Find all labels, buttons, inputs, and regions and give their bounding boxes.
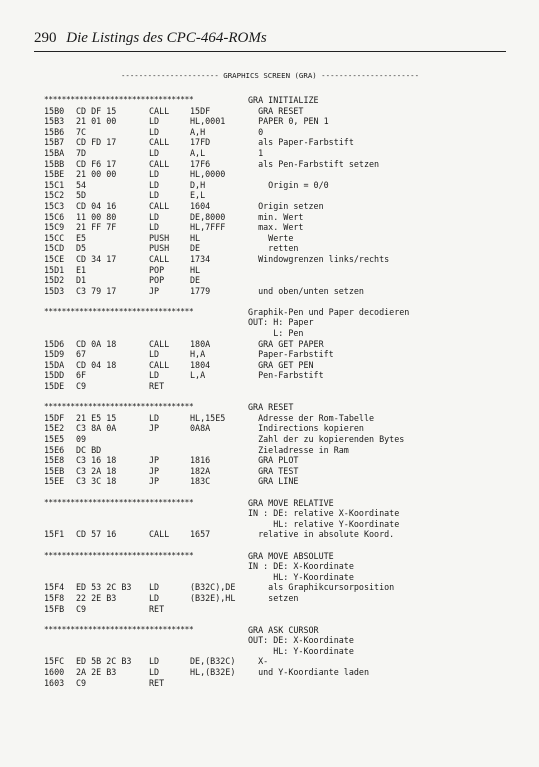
comment: max. Wert (248, 222, 304, 233)
comment: Origin = 0/0 (248, 179, 329, 190)
mnemonic: POP (149, 264, 165, 275)
opcode-bytes: C3 8A 0A (76, 423, 117, 434)
opcode-bytes: E1 (76, 264, 87, 275)
operand: 1804 (190, 359, 211, 370)
address: 15BE (44, 169, 65, 180)
opcode-bytes: CD DF 15 (76, 105, 117, 116)
comment: Pen-Farbstift (248, 370, 324, 381)
mnemonic: JP (149, 423, 160, 434)
address: 15CE (44, 253, 65, 264)
opcode-bytes: CD 04 18 (76, 359, 117, 370)
mnemonic: LD (149, 370, 160, 381)
opcode-bytes: D5 (76, 243, 87, 254)
code-line (44, 476, 514, 487)
opcode-bytes: CD 57 16 (76, 529, 117, 540)
code-line (44, 434, 514, 445)
operand: 1604 (190, 200, 211, 211)
mnemonic: LD (149, 116, 160, 127)
comment: setzen (248, 592, 299, 603)
comment-line (44, 317, 514, 328)
comment: 1 (248, 147, 264, 158)
comment: GRA INITIALIZE (248, 95, 319, 105)
address: 15DF (44, 412, 65, 423)
opcode-bytes: C3 79 17 (76, 285, 117, 296)
operand: DE,(B32C) (190, 656, 236, 667)
operand: HL (190, 232, 201, 243)
code-line (44, 360, 514, 371)
comment: GRA GET PAPER (248, 338, 324, 349)
comment: Werte (248, 232, 294, 243)
comment: Indirections kopieren (248, 423, 364, 434)
operand: H,A (190, 349, 206, 360)
mnemonic: LD (149, 179, 160, 190)
address: 15DA (44, 359, 65, 370)
opcode-bytes: CD 34 17 (76, 253, 117, 264)
routine-header-row (44, 402, 514, 413)
opcode-bytes: 2A 2E B3 (76, 667, 117, 678)
comment: IN : DE: X-Koordinate (248, 561, 354, 572)
comment: und oben/unten setzen (248, 285, 364, 296)
comment-line (44, 635, 514, 646)
address: 15C6 (44, 211, 65, 222)
comment: HL: relative Y-Koordinate (248, 518, 400, 529)
comment: GRA RESET (248, 105, 304, 116)
opcode-bytes: CD F6 17 (76, 158, 117, 169)
opcode-bytes: 21 E5 15 (76, 412, 117, 423)
code-line (44, 169, 514, 180)
comment: 0 (248, 126, 264, 137)
code-line (44, 265, 514, 276)
operand: DE,8000 (190, 211, 226, 222)
opcode-bytes: C3 3C 18 (76, 476, 117, 487)
address: 1603 (44, 677, 65, 688)
mnemonic: JP (149, 285, 160, 296)
separator-stars: ********************************** (44, 624, 194, 634)
block-spacer (44, 614, 514, 625)
comment: OUT: H: Paper (248, 317, 314, 328)
code-line (44, 370, 514, 381)
comment: HL: Y-Koordinate (248, 645, 354, 656)
comment-line (44, 519, 514, 530)
address: 15D2 (44, 275, 65, 286)
opcode-bytes: 22 2E B3 (76, 592, 117, 603)
address: 15BA (44, 147, 65, 158)
code-line (44, 339, 514, 350)
code-line (44, 381, 514, 392)
comment: HL: Y-Koordinate (248, 571, 354, 582)
code-line (44, 159, 514, 170)
operand: 183C (190, 476, 211, 487)
mnemonic: LD (149, 667, 160, 678)
code-line (44, 349, 514, 360)
comment: als Graphikcursorposition (248, 582, 395, 593)
address: 15D1 (44, 264, 65, 275)
opcode-bytes: 5D (76, 190, 87, 201)
routine-header-row (44, 551, 514, 562)
address: 15F8 (44, 592, 65, 603)
separator-stars: ********************************** (44, 402, 194, 412)
routine-header-row (44, 498, 514, 509)
opcode-bytes: ED 5B 2C B3 (76, 656, 132, 667)
comment: Zahl der zu kopierenden Bytes (248, 434, 405, 444)
comment: GRA ASK CURSOR (248, 624, 319, 635)
mnemonic: LD (149, 412, 160, 423)
comment: Paper-Farbstift (248, 349, 334, 360)
separator-stars: ********************************** (44, 306, 194, 316)
mnemonic: CALL (149, 338, 170, 349)
code-line (44, 201, 514, 212)
code-line (44, 148, 514, 159)
code-line (44, 445, 514, 456)
comment: PAPER 0, PEN 1 (248, 116, 329, 127)
comment: retten (248, 243, 299, 254)
comment-line (44, 572, 514, 583)
opcode-bytes: CD 04 16 (76, 200, 117, 211)
comment: GRA TEST (248, 465, 299, 476)
mnemonic: LD (149, 592, 160, 603)
opcode-bytes: C3 2A 18 (76, 465, 117, 476)
address: 15EB (44, 465, 65, 476)
mnemonic: LD (149, 169, 160, 180)
mnemonic: RET (149, 677, 165, 688)
address: 15D6 (44, 338, 65, 349)
operand: A,L (190, 147, 206, 158)
code-line (44, 212, 514, 223)
address: 15F4 (44, 582, 65, 593)
address: 15BB (44, 158, 65, 169)
operand: 15DF (190, 105, 211, 116)
opcode-bytes: ED 53 2C B3 (76, 582, 132, 593)
block-spacer (44, 540, 514, 551)
opcode-bytes: 21 FF 7F (76, 222, 117, 233)
address: 15FC (44, 656, 65, 667)
block-spacer (44, 487, 514, 498)
address: 15C2 (44, 190, 65, 201)
operand: HL,7FFF (190, 222, 226, 233)
comment: relative in absolute Koord. (248, 529, 395, 540)
address: 15E6 (44, 444, 65, 455)
opcode-bytes: C9 (76, 381, 87, 392)
comment: IN : DE: relative X-Koordinate (248, 508, 400, 519)
comment-line (44, 561, 514, 572)
mnemonic: LD (149, 190, 160, 201)
opcode-bytes: 6F (76, 370, 87, 381)
operand: 1734 (190, 253, 211, 264)
opcode-bytes: CD FD 17 (76, 137, 117, 148)
mnemonic: POP (149, 275, 165, 286)
mnemonic: CALL (149, 359, 170, 370)
code-line (44, 455, 514, 466)
comment: und Y-Koordiante laden (248, 667, 370, 678)
code-line (44, 233, 514, 244)
page-header (34, 30, 506, 52)
page-number: 290 (34, 30, 57, 46)
mnemonic: JP (149, 455, 160, 466)
code-line (44, 254, 514, 265)
mnemonic: LD (149, 222, 160, 233)
operand: D,H (190, 179, 206, 190)
mnemonic: RET (149, 381, 165, 392)
code-line (44, 137, 514, 148)
comment: GRA GET PEN (248, 359, 314, 370)
comment-line (44, 508, 514, 519)
address: 15DE (44, 381, 65, 392)
comment: Graphik-Pen und Paper decodieren (248, 306, 410, 317)
address: 15C9 (44, 222, 65, 233)
mnemonic: LD (149, 211, 160, 222)
mnemonic: LD (149, 656, 160, 667)
operand: HL,0001 (190, 116, 226, 127)
mnemonic: JP (149, 465, 160, 476)
comment-line (44, 646, 514, 657)
comment: GRA MOVE RELATIVE (248, 497, 334, 508)
opcode-bytes: CD 0A 18 (76, 338, 117, 349)
comment: GRA LINE (248, 476, 299, 487)
code-line (44, 180, 514, 191)
code-line (44, 593, 514, 604)
comment: Origin setzen (248, 200, 324, 211)
mnemonic: CALL (149, 158, 170, 169)
section-heading: ---------------------- GRAPHICS SCREEN (GRA) ---------------------- (120, 71, 420, 80)
mnemonic: PUSH (149, 232, 170, 243)
opcode-bytes: 21 01 00 (76, 116, 117, 127)
address: 1600 (44, 667, 65, 678)
address: 15F1 (44, 529, 65, 540)
mnemonic: JP (149, 476, 160, 487)
opcode-bytes: 67 (76, 349, 87, 360)
code-line (44, 678, 514, 689)
code-line (44, 667, 514, 678)
block-spacer (44, 392, 514, 403)
comment: GRA MOVE ABSOLUTE (248, 550, 334, 561)
mnemonic: CALL (149, 529, 170, 540)
mnemonic: LD (149, 126, 160, 137)
opcode-bytes: 11 00 80 (76, 211, 117, 222)
comment: L: Pen (248, 328, 304, 339)
opcode-bytes: D1 (76, 275, 87, 286)
separator-stars: ********************************** (44, 95, 194, 104)
mnemonic: LD (149, 349, 160, 360)
page-title: Die Listings des CPC-464-ROMs (66, 30, 267, 46)
operand: 17FD (190, 137, 211, 148)
code-line (44, 604, 514, 615)
routine-header-row (44, 95, 514, 106)
mnemonic: CALL (149, 253, 170, 264)
routine-header-row (44, 307, 514, 318)
address: 15B6 (44, 126, 65, 137)
comment: Zieladresse in Ram (248, 444, 349, 455)
opcode-bytes: 54 (76, 179, 87, 190)
operand: 17F6 (190, 158, 211, 169)
address: 15CD (44, 243, 65, 254)
mnemonic: RET (149, 603, 165, 614)
operand: (B32E),HL (190, 592, 236, 603)
operand: 1657 (190, 529, 211, 540)
address: 15B0 (44, 105, 65, 116)
comment: min. Wert (248, 211, 304, 222)
comment: GRA PLOT (248, 455, 299, 466)
code-line (44, 190, 514, 201)
address: 15E2 (44, 423, 65, 434)
address: 15B3 (44, 116, 65, 127)
opcode-bytes: C9 (76, 603, 87, 614)
operand: 180A (190, 338, 211, 349)
code-line (44, 127, 514, 138)
block-spacer (44, 296, 514, 307)
opcode-bytes: C3 16 18 (76, 455, 117, 466)
code-line (44, 582, 514, 593)
operand: HL,0000 (190, 169, 226, 180)
assembly-listing (44, 95, 514, 688)
opcode-bytes: 7C (76, 126, 87, 137)
operand: L,A (190, 370, 206, 381)
code-line (44, 423, 514, 434)
comment: als Pen-Farbstift setzen (248, 158, 380, 169)
address: 15FB (44, 603, 65, 614)
operand: DE (190, 275, 201, 286)
opcode-bytes: 7D (76, 147, 87, 158)
operand: A,H (190, 126, 206, 137)
operand: HL,15E5 (190, 412, 226, 423)
comment: OUT: DE: X-Koordinate (248, 635, 354, 646)
opcode-bytes: E5 (76, 232, 87, 243)
code-line (44, 413, 514, 424)
opcode-bytes: DC BD (76, 444, 102, 455)
comment: Adresse der Rom-Tabelle (248, 412, 375, 423)
operand: HL,(B32E) (190, 667, 236, 678)
address: 15EE (44, 476, 65, 487)
separator-stars: ********************************** (44, 550, 194, 560)
mnemonic: PUSH (149, 243, 170, 254)
mnemonic: LD (149, 147, 160, 158)
address: 15E5 (44, 434, 65, 444)
address: 15CC (44, 232, 65, 243)
comment: GRA RESET (248, 402, 294, 413)
comment: Windowgrenzen links/rechts (248, 253, 390, 264)
opcode-bytes: 09 (76, 434, 87, 444)
opcode-bytes: C9 (76, 677, 87, 688)
address: 15C1 (44, 179, 65, 190)
operand: DE (190, 243, 201, 254)
code-line (44, 116, 514, 127)
mnemonic: CALL (149, 200, 170, 211)
comment: X- (248, 656, 269, 667)
address: 15DD (44, 370, 65, 381)
address: 15B7 (44, 137, 65, 148)
opcode-bytes: 21 00 00 (76, 169, 117, 180)
code-line (44, 466, 514, 477)
code-line (44, 529, 514, 540)
address: 15C3 (44, 200, 65, 211)
mnemonic: LD (149, 582, 160, 593)
operand: E,L (190, 190, 206, 201)
address: 15E8 (44, 455, 65, 466)
operand: 1816 (190, 455, 211, 466)
operand: HL (190, 264, 201, 275)
code-line (44, 275, 514, 286)
comment: als Paper-Farbstift (248, 137, 354, 148)
code-line (44, 286, 514, 297)
separator-stars: ********************************** (44, 497, 194, 507)
code-line (44, 243, 514, 254)
code-line (44, 106, 514, 117)
address: 15D9 (44, 349, 65, 360)
comment-line (44, 328, 514, 339)
mnemonic: CALL (149, 137, 170, 148)
operand: 182A (190, 465, 211, 476)
code-line (44, 656, 514, 667)
address: 15D3 (44, 285, 65, 296)
operand: (B32C),DE (190, 582, 236, 593)
mnemonic: CALL (149, 105, 170, 116)
operand: 1779 (190, 285, 211, 296)
operand: 0A8A (190, 423, 211, 434)
routine-header-row (44, 625, 514, 636)
code-line (44, 222, 514, 233)
